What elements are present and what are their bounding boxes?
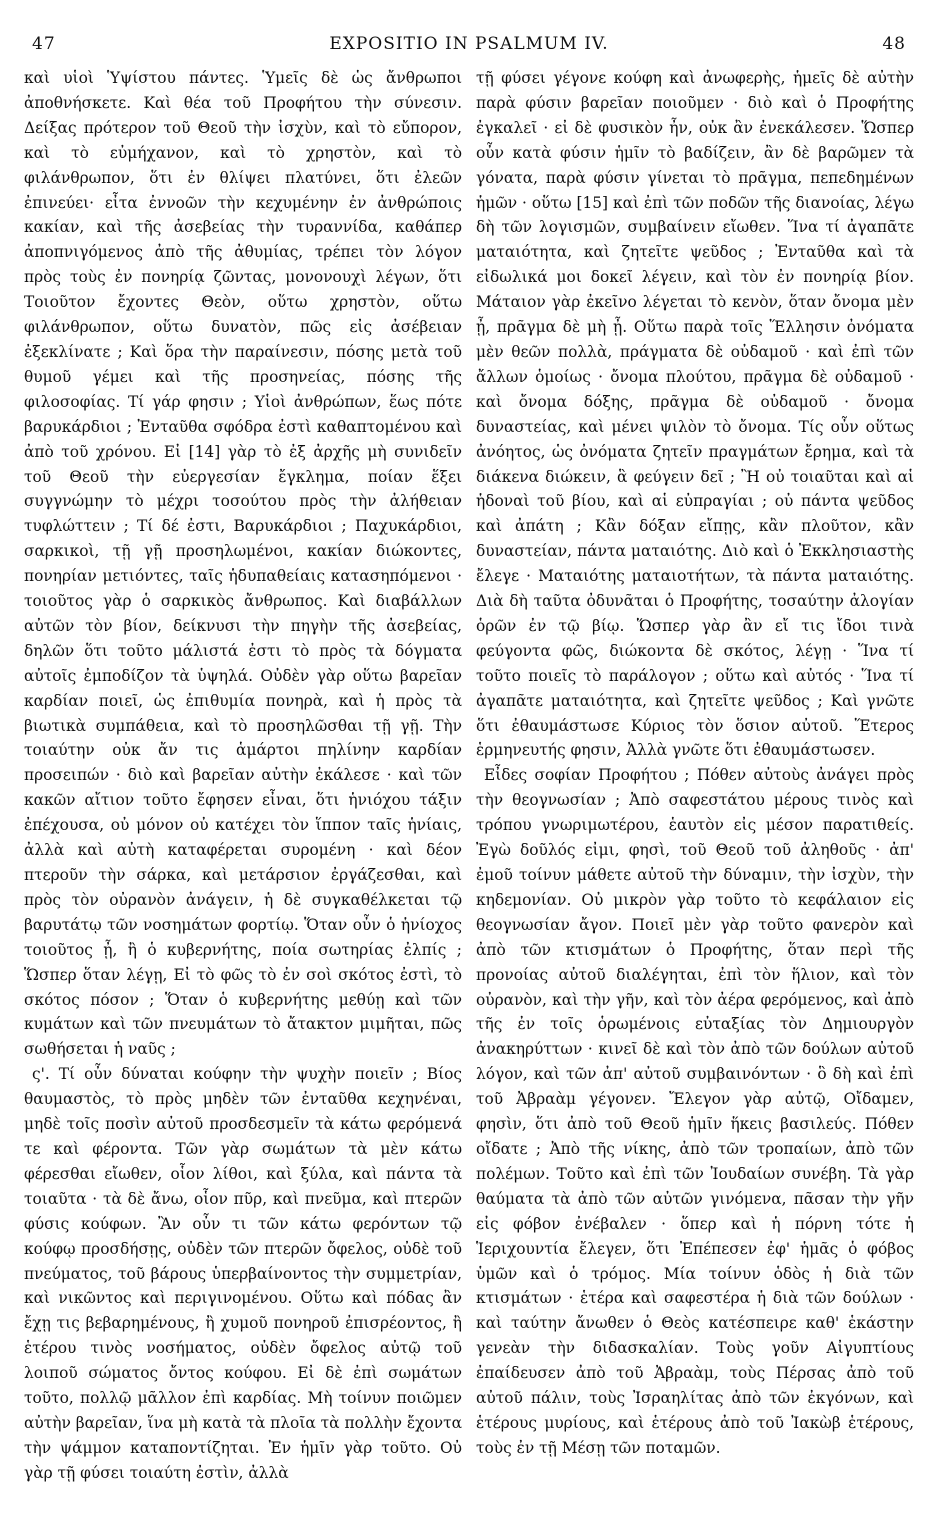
paragraph-left-2: ς'. Τί οὖν δύναται κούφην τὴν ψυχὴν ποιεῖν ; Βίος θαυμαστὸς, τὸ πρὸς μηδὲν τῶν ἐνταῦθα κεχηνέναι, μηδὲ τοῖς ποσὶν αὐτοῦ προσδεσμεῖν τὰ κάτω φερόμενά τε καὶ φέροντα. Τῶν γὰρ σωμάτων τὰ μὲν κάτω φέρεσθαι εἴωθεν, οἷον λίθοι, καὶ ξύλα, καὶ πάντα τὰ τοιαῦτα · τὰ δὲ ἄνω, οἷον πῦρ, καὶ πνεῦμα, καὶ πτερῶν φύσις κούφων. Ἂν οὖν τι τῶν κάτω φερόντων τῷ κούφῳ προσδήσῃς, οὐδὲν τῶν πτερῶν ὄφελος, οὐδὲ τοῦ πνεύματος, τοῦ βάρους ὑπερβαίνοντος τὴν συμμετρίαν, καὶ νικῶντος καὶ περιγινομένου. Οὕτω καὶ πόδας ἂν ἔχῃ τις βεβαρημένους, ἢ χυμοῦ πονηροῦ ἐπισρέοντος, ἢ ἑτέρου τινὸς νοσήματος, οὐδὲν ὄφελος αὐτῷ τοῦ λοιποῦ σώματος ὄντος κούφου. Εἰ δὲ ἐπὶ σωμάτων τοῦτο, πολλῷ μᾶλλον ἐπὶ καρδίας. Μὴ τοίνυν ποιῶμεν αὐτὴν βαρεῖαν, ἵνα μὴ κατὰ τὰ πλοῖα τὰ πολλὴν ἔχοντα τὴν ψάμμον καταποντίζηται. Ἐν ἡμῖν γὰρ τοῦτο. Οὐ γὰρ τῇ φύσει τοιαύτη ἐστὶν, ἀλλὰ: [24, 1065, 462, 1482]
text-column-left: [24, 66, 462, 1526]
paragraph-right-1: τῇ φύσει γέγονε κούφη καὶ ἀνωφερὴς, ἡμεῖς δὲ αὐτὴν παρὰ φύσιν βαρεῖαν ποιοῦμεν · διὸ καὶ ὁ Προφήτης ἐγκαλεῖ · εἰ δὲ φυσικὸν ἦν, οὐκ ἂν ἐνεκάλεσεν. Ὥσπερ οὖν κατὰ φύσιν ἡμῖν τὸ βαδίζειν, ἂν δὲ βαρῶμεν τὰ γόνατα, παρὰ φύσιν γίνεται τὸ πρᾶγμα, πεπεδημένων ἡμῶν · οὕτω [15] καὶ ἐπὶ τῶν ποδῶν τῆς διανοίας, λέγω δὴ τῶν λογισμῶν, συμβαίνειν εἴωθεν. Ἵνα τί ἀγαπᾶτε ματαιότητα, καὶ ζητεῖτε ψεῦδος ; Ἐνταῦθα καὶ τὰ εἰδωλικά μοι δοκεῖ λέγειν, καὶ τὸν ἐν πονηρίᾳ βίον. Μάταιον γὰρ ἐκεῖνο λέγεται τὸ κενὸν, ὅταν ὄνομα μὲν ᾖ, πρᾶγμα δὲ μὴ ᾖ. Οὕτω παρὰ τοῖς Ἕλλησιν ὀνόματα μὲν θεῶν πολλὰ, πράγματα δὲ οὐδαμοῦ · καὶ ἐπὶ τῶν ἄλλων ὁμοίως · ὄνομα πλούτου, πρᾶγμα δὲ οὐδαμοῦ · καὶ ὄνομα δόξης, πρᾶγμα δὲ οὐδαμοῦ · ὄνομα δυναστείας, καὶ μένει ψιλὸν τὸ ὄνομα. Τίς οὖν οὕτως ἀνόητος, ὡς ὀνόματα ζητεῖν πραγμάτων ἔρημα, καὶ τὰ διάκενα διώκειν, ἃ φεύγειν δεῖ ; Ἢ οὐ τοιαῦται καὶ αἱ ἡδοναὶ τοῦ βίου, καὶ αἱ εὐπραγίαι ; οὐ πάντα ψεῦδος καὶ ἀπάτη ; Κἂν δόξαν εἴπῃς, κἂν πλοῦτον, κἂν δυναστείαν, πάντα ματαιότης. Διὸ καὶ ὁ Ἐκκλησιαστὴς ἔλεγε · Ματαιότης ματαιοτήτων, τὰ πάντα ματαιότης. Διὰ δὴ ταῦτα ὀδυνᾶται ὁ Προφήτης, τοσαύτην ἀλογίαν ὁρῶν ἐν τῷ βίῳ. Ὥσπερ γὰρ ἂν εἴ τις ἴδοι τινὰ φεύγοντα φῶς, διώκοντα δὲ σκότος, λέγῃ · Ἵνα τί τοῦτο ποιεῖς τὸ παράλογον ; οὕτω καὶ αὐτός · Ἵνα τί ἀγαπᾶτε ματαιότητα, καὶ ζητεῖτε ψεῦδος ; Καὶ γνῶτε ὅτι ἐθαυμάστωσε Κύριος τὸν ὅσιον αὐτοῦ. Ἕτερος ἑρμηνευτής φησιν, Ἀλλὰ γνῶτε ὅτι ἐθαυμάστωσεν.: [476, 69, 914, 760]
page-number-left: 47: [32, 34, 56, 54]
running-title: EXPOSITIO IN PSALMUM IV.: [329, 34, 609, 54]
text-column-right: [476, 66, 914, 1526]
paragraph-left-1: καὶ υἱοὶ Ὑψίστου πάντες. Ὑμεῖς δὲ ὡς ἄνθρωποι ἀποθνήσκετε. Καὶ θέα τοῦ Προφήτου τὴν σύνεσιν. Δείξας πρότερον τοῦ Θεοῦ τὴν ἰσχὺν, καὶ τὸ εὔπορον, καὶ τὸ εὐμήχανον, καὶ τὸ χρηστὸν, καὶ τὸ φιλάνθρωπον, ὅτι ἐν θλίψει πλατύνει, ὅτι ἐλεῶν ἐπινεύει· εἶτα ἐννοῶν τὴν κεχυμένην ἐν ἀνθρώποις κακίαν, καὶ τῆς ἀσεβείας τὴν τυραννίδα, καθάπερ ἀποπνιγόμενος ἀπὸ τῆς ἀθυμίας, τρέπει τὸν λόγον πρὸς τοὺς ἐν πονηρίᾳ ζῶντας, μονονουχὶ λέγων, ὅτι Τοιοῦτον ἔχοντες Θεὸν, οὕτω χρηστὸν, οὕτω φιλάνθρωπον, οὕτω δυνατὸν, πῶς εἰς ἀσέβειαν ἐξεκλίνατε ; Καὶ ὅρα τὴν παραίνεσιν, πόσης μετὰ τοῦ θυμοῦ γέμει καὶ τῆς προσηνείας, πόσης τῆς φιλοσοφίας. Τί γάρ φησιν ; Υἱοὶ ἀνθρώπων, ἕως πότε βαρυκάρδιοι ; Ἐνταῦθα σφόδρα ἐστὶ καθαπτομένου καὶ ἀπὸ τοῦ χρόνου. Εἰ [14] γὰρ τὸ ἐξ ἀρχῆς μὴ συνιδεῖν τοῦ Θεοῦ τὴν εὐεργεσίαν ἔγκλημα, ποίαν ἕξει συγγνώμην τὸ μέχρι τοσούτου πρὸς τὴν ἀλήθειαν τυφλώττειν ; Τί δέ ἐστι, Βαρυκάρδιοι ; Παχυκάρδιοι, σαρκικοὶ, τῇ γῇ προσηλωμένοι, κακίαν διώκοντες, πονηρίαν μετιόντες, ταῖς ἡδυπαθείαις κατασηπόμενοι · τοιοῦτος γὰρ ὁ σαρκικὸς ἄνθρωπος. Καὶ διαβάλλων αὐτῶν τὸν βίον, δείκνυσι τὴν πηγὴν τῆς ἀσεβείας, δηλῶν ὅτι τοῦτο μάλιστά ἐστι τὸ πρὸς τὰ δόγματα αὐτοῖς ἐμποδίζον τὰ ὑψηλά. Οὐδὲν γὰρ οὕτω βαρεῖαν καρδίαν ποιεῖ, ὡς ἐπιθυμία πονηρὰ, καὶ ἡ πρὸς τὰ βιωτικὰ συμπάθεια, καὶ τὸ προσηλῶσθαι τῇ γῇ. Τὴν τοιαύτην οὐκ ἄν τις ἁμάρτοι πηλίνην καρδίαν προσειπών · διὸ καὶ βαρεῖαν αὐτὴν ἐκάλεσε · καὶ τῶν κακῶν αἴτιον τοῦτο ἔφησεν εἶναι, ὅτι ἡνιόχου τάξιν ἐπέχουσα, οὐ μόνον οὐ κατέχει τὸν ἵππον ταῖς ἡνίαις, ἀλλὰ καὶ αὐτὴ καταφέρεται συρομένη · καὶ δέον πτεροῦν τὴν σάρκα, καὶ μετάρσιον ἐργάζεσθαι, καὶ πρὸς τὸν οὐρανὸν ἀνάγειν, ἡ δὲ συγκαθέλκεται τῷ βαρυτάτῳ τῶν νοσημάτων φορτίῳ. Ὅταν οὖν ὁ ἡνίοχος τοιοῦτος ᾖ, ἢ ὁ κυβερνήτης, ποία σωτηρίας ἐλπίς ; Ὥσπερ ὅταν λέγῃ, Εἰ τὸ φῶς τὸ ἐν σοὶ σκότος ἐστὶ, τὸ σκότος πόσον ; Ὅταν ὁ κυβερνήτης μεθύῃ καὶ τῶν κυμάτων καὶ τῶν πνευμάτων τὸ ἄτακτον μιμῆται, πῶς σωθήσεται ἡ ναῦς ;: [24, 69, 462, 1059]
running-header: [24, 34, 914, 60]
paragraph-right-2: Εἶδες σοφίαν Προφήτου ; Πόθεν αὐτοὺς ἀνάγει πρὸς τὴν θεογνωσίαν ; Ἀπὸ σαφεστάτου μέρους τινὸς καὶ τρόπου γνωριμωτέρου, ἑαυτὸν εἰς μέσον παρατιθείς. Ἐγὼ δοῦλός εἰμι, φησὶ, τοῦ Θεοῦ τοῦ ἀληθοῦς · ἀπ' ἐμοῦ τοίνυν μάθετε αὐτοῦ τὴν δύναμιν, τὴν ἰσχὺν, τὴν κηδεμονίαν. Οὐ μικρὸν γὰρ τοῦτο τὸ κεφάλαιον εἰς θεογνωσίαν ἄγον. Ποιεῖ μὲν γὰρ τοῦτο φανερὸν καὶ ἀπὸ τῶν κτισμάτων ὁ Προφήτης, ὅταν περὶ τῆς προνοίας αὐτοῦ διαλέγηται, ἐπὶ τὸν ἥλιον, καὶ τὸν οὐρανὸν, καὶ τὴν γῆν, καὶ τὸν ἀέρα φερόμενος, καὶ ἀπὸ τῆς ἐν τοῖς ὁρωμένοις εὐταξίας τὸν Δημιουργὸν ἀνακηρύττων · κινεῖ δὲ καὶ τὸν ἀπὸ τῶν δούλων αὐτοῦ λόγον, καὶ τῶν ἀπ' αὐτοῦ συμβαινόντων · ὃ δὴ καὶ ἐπὶ τοῦ Ἀβραὰμ γέγονεν. Ἔλεγον γὰρ αὐτῷ, Οἴδαμεν, φησὶν, ὅτι ἀπὸ τοῦ Θεοῦ ἡμῖν ἥκεις βασιλεύς. Πόθεν οἴδατε ; Ἀπὸ τῆς νίκης, ἀπὸ τῶν τροπαίων, ἀπὸ τῶν πολέμων. Τοῦτο καὶ ἐπὶ τῶν Ἰουδαίων συνέβη. Τὰ γὰρ θαύματα τὰ ἀπὸ τῶν αὐτῶν γινόμενα, πᾶσαν τὴν γῆν εἰς φόβον ἐνέβαλεν · ὅπερ καὶ ἡ πόρνη τότε ἡ Ἱεριχουντία ἔλεγεν, ὅτι Ἐπέπεσεν ἐφ' ἡμᾶς ὁ φόβος ὑμῶν καὶ ὁ τρόμος. Μία τοίνυν ὁδὸς ἡ διὰ τῶν κτισμάτων · ἑτέρα καὶ σαφεστέρα ἡ διὰ τῶν δούλων · καὶ ταύτην ἄνωθεν ὁ Θεὸς κατέσπειρε καθ' ἑκάστην γενεὰν τὴν διδασκαλίαν. Τοὺς γοῦν Αἰγυπτίους ἐπαίδευσεν ἀπὸ τοῦ Ἀβραὰμ, τοὺς Πέρσας ἀπὸ τοῦ αὐτοῦ πάλιν, τοὺς Ἰσραηλίτας ἀπὸ τῶν ἐκγόνων, καὶ ἑτέρους μυρίους, καὶ ἑτέρους ἀπὸ τοῦ Ἰακὼβ ἑτέρους, τοὺς ἐν τῇ Μέσῃ τῶν ποταμῶν.: [476, 766, 914, 1457]
page-number-right: 48: [882, 34, 906, 54]
